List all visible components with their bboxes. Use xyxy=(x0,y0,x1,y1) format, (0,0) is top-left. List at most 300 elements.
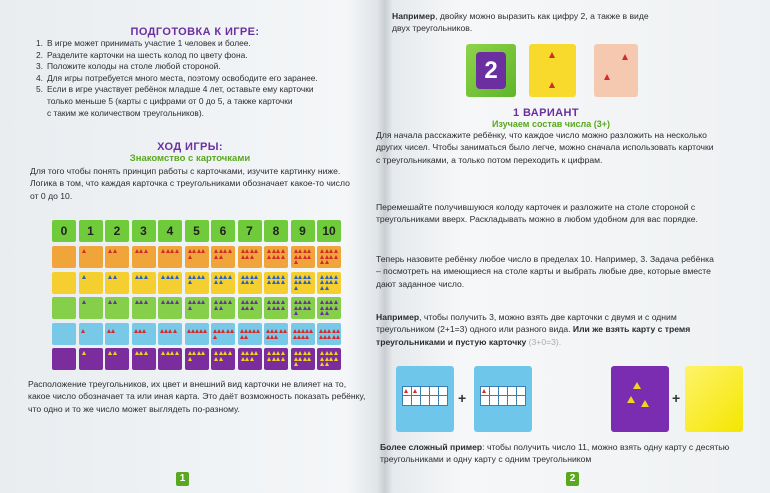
triangle-icon xyxy=(320,286,324,290)
number-row xyxy=(52,220,342,242)
prep-item-text: Разделите карточки на шесть колод по цвету фона. xyxy=(47,49,248,60)
triangle-icon xyxy=(281,255,285,259)
triangle-icon xyxy=(272,275,276,279)
triangle-icon xyxy=(320,362,324,366)
plus-sign: + xyxy=(672,390,681,406)
triangle-icon xyxy=(294,306,298,310)
triangle-icon xyxy=(108,275,112,279)
page-number: 2 xyxy=(566,472,579,486)
triangle-icon xyxy=(276,306,280,310)
triangle-icon xyxy=(334,300,338,304)
triangle-icon xyxy=(188,249,192,253)
triangle-icon xyxy=(329,249,333,253)
triangle-icon xyxy=(604,74,610,80)
triangle-icon xyxy=(82,249,86,253)
number-card: 8 xyxy=(264,220,288,242)
triangle-icon xyxy=(250,300,254,304)
prep-item xyxy=(36,50,356,62)
triangle-icon xyxy=(281,351,285,355)
triangle-icon xyxy=(281,275,285,279)
triangle-icon xyxy=(135,351,139,355)
triangle-icon xyxy=(307,300,311,304)
triangle-icon xyxy=(230,329,234,333)
triangle-icon xyxy=(219,306,223,310)
triangle-icon xyxy=(298,300,302,304)
triangle-icon xyxy=(188,255,192,259)
triangle-icon xyxy=(245,300,249,304)
triangle-icon xyxy=(276,300,280,304)
triangle-icon xyxy=(254,300,258,304)
prep-item xyxy=(36,96,356,108)
triangle-icon xyxy=(214,280,218,284)
triangle-icon xyxy=(276,357,280,361)
triangle-icon xyxy=(309,329,313,333)
triangle-icon xyxy=(272,357,276,361)
triangle-icon xyxy=(245,255,249,259)
triangle-icon xyxy=(219,275,223,279)
triangle-icon xyxy=(223,300,227,304)
triangle-icon xyxy=(166,249,170,253)
triangle-icon xyxy=(298,249,302,253)
triangle-icon xyxy=(276,275,280,279)
triangle-icon xyxy=(161,351,165,355)
triangle-icon xyxy=(334,306,338,310)
triangle-icon xyxy=(627,396,635,403)
triangle-icon xyxy=(170,275,174,279)
triangle-icon xyxy=(188,300,192,304)
triangle-icon xyxy=(325,255,329,259)
number-card: 5 xyxy=(185,220,209,242)
prep-item xyxy=(36,61,356,73)
triangle-icon xyxy=(201,275,205,279)
triangle-icon xyxy=(223,351,227,355)
triangle-icon xyxy=(219,351,223,355)
triangle-card xyxy=(238,323,262,345)
triangle-icon xyxy=(276,255,280,259)
game-title: ХОД ИГРЫ: xyxy=(157,141,223,153)
triangle-card xyxy=(211,348,235,370)
triangle-icon xyxy=(139,300,143,304)
triangle-icon xyxy=(272,255,276,259)
triangle-icon xyxy=(267,300,271,304)
triangle-icon xyxy=(192,351,196,355)
triangle-icon xyxy=(334,249,338,253)
triangle-icon xyxy=(245,351,249,355)
triangle-icon xyxy=(307,306,311,310)
triangle-icon xyxy=(175,249,179,253)
triangle-icon xyxy=(108,249,112,253)
triangle-icon xyxy=(267,351,271,355)
triangle-icon xyxy=(329,300,333,304)
triangle-icon xyxy=(144,300,148,304)
triangle-card xyxy=(185,348,209,370)
ten-frame xyxy=(402,386,448,406)
triangle-icon xyxy=(250,357,254,361)
triangle-icon xyxy=(482,389,486,393)
triangle-icon xyxy=(320,255,324,259)
triangle-icon xyxy=(305,335,309,339)
triangle-icon xyxy=(325,306,329,310)
triangle-icon xyxy=(192,300,196,304)
triangle-icon xyxy=(108,300,112,304)
number-card: 10 xyxy=(317,220,341,242)
example-text xyxy=(392,10,652,35)
p5-lead: Более сложный пример xyxy=(380,442,483,452)
triangle-icon xyxy=(320,280,324,284)
triangle-icon xyxy=(336,329,340,333)
triangle-card xyxy=(79,272,103,294)
triangle-icon xyxy=(241,249,245,253)
triangle-icon xyxy=(549,52,555,58)
prep-item-number: 3. xyxy=(36,61,43,72)
triangle-icon xyxy=(404,389,408,393)
triangle-card xyxy=(185,246,209,268)
triangle-icon xyxy=(307,249,311,253)
triangle-card-peach xyxy=(594,44,638,97)
triangle-icon xyxy=(197,249,201,253)
triangle-icon xyxy=(294,362,298,366)
triangle-card xyxy=(52,246,76,268)
triangle-icon xyxy=(142,329,146,333)
triangle-icon xyxy=(241,306,245,310)
triangle-card xyxy=(52,323,76,345)
triangle-icon xyxy=(320,351,324,355)
triangle-icon xyxy=(214,357,218,361)
triangle-icon xyxy=(219,280,223,284)
triangle-card xyxy=(185,297,209,319)
triangle-icon xyxy=(82,351,86,355)
number-card: 9 xyxy=(291,220,315,242)
triangle-card xyxy=(211,272,235,294)
triangle-card xyxy=(132,246,156,268)
triangle-icon xyxy=(192,249,196,253)
triangle-icon xyxy=(219,357,223,361)
triangle-icon xyxy=(201,300,205,304)
triangle-icon xyxy=(334,280,338,284)
paragraph-1: Для начала расскажите ребёнку, что каждое число можно разложить на несколько других чисел. Чтобы заниматься было легче, можно сначала использовать карточки с треугольниками, а только потом переходить к цифрам. xyxy=(376,130,714,165)
triangle-icon xyxy=(250,255,254,259)
triangle-icon xyxy=(303,249,307,253)
triangle-icon xyxy=(307,351,311,355)
triangle-icon xyxy=(267,357,271,361)
triangle-icon xyxy=(303,306,307,310)
prep-item-text: В игре может принимать участие 1 человек и более. xyxy=(47,38,251,48)
triangle-icon xyxy=(298,280,302,284)
triangle-icon xyxy=(139,249,143,253)
triangle-card xyxy=(132,297,156,319)
game-intro-text: Для того чтобы понять принцип работы с карточками, изучите картинку ниже. Логика в том, что каждая карточка с треугольниками обозначает какое-то число от 0 до 10. xyxy=(30,166,350,201)
triangle-icon xyxy=(241,255,245,259)
prep-item-text: Для игры потребуется много места, поэтому освободите его заранее. xyxy=(47,72,318,83)
triangle-icon xyxy=(245,249,249,253)
triangle-card xyxy=(158,348,182,370)
triangle-icon xyxy=(325,260,329,264)
p4-lead: Например xyxy=(376,312,420,322)
triangle-icon xyxy=(139,351,143,355)
triangle-card xyxy=(291,348,315,370)
triangle-icon xyxy=(267,255,271,259)
triangle-icon xyxy=(166,275,170,279)
triangle-icon xyxy=(329,306,333,310)
triangle-card xyxy=(238,272,262,294)
cards-grid xyxy=(52,220,342,373)
triangle-icon xyxy=(325,286,329,290)
triangle-icon xyxy=(303,255,307,259)
triangle-icon xyxy=(641,400,649,407)
prep-item-number: 4. xyxy=(36,72,43,83)
triangle-icon xyxy=(175,351,179,355)
triangle-icon xyxy=(294,249,298,253)
triangle-icon xyxy=(294,351,298,355)
triangle-card xyxy=(264,348,288,370)
number-card: 7 xyxy=(238,220,262,242)
triangle-icon xyxy=(170,249,174,253)
triangle-card xyxy=(105,297,129,319)
triangle-icon xyxy=(298,357,302,361)
prep-item-number: 1. xyxy=(36,38,43,48)
triangle-icon xyxy=(281,280,285,284)
triangle-icon xyxy=(173,329,177,333)
triangle-icon xyxy=(298,275,302,279)
triangle-icon xyxy=(325,280,329,284)
three-triangles-card xyxy=(611,366,669,432)
prep-item xyxy=(36,108,356,120)
triangle-icon xyxy=(241,280,245,284)
number-card: 3 xyxy=(132,220,156,242)
triangle-card xyxy=(79,297,103,319)
triangle-icon xyxy=(113,351,117,355)
triangle-row xyxy=(52,246,342,268)
triangle-card xyxy=(291,272,315,294)
prep-item-text: с таким же количеством треугольников). xyxy=(47,107,204,118)
triangle-icon xyxy=(294,311,298,315)
triangle-card xyxy=(158,323,182,345)
triangle-icon xyxy=(113,300,117,304)
triangle-card xyxy=(52,272,76,294)
triangle-icon xyxy=(197,275,201,279)
number-card: 2 xyxy=(105,220,129,242)
triangle-row xyxy=(52,348,342,370)
triangle-icon xyxy=(307,255,311,259)
triangle-icon xyxy=(283,329,287,333)
triangle-card xyxy=(79,348,103,370)
triangle-icon xyxy=(144,249,148,253)
triangle-icon xyxy=(82,300,86,304)
triangle-icon xyxy=(325,275,329,279)
triangle-icon xyxy=(219,300,223,304)
number-card: 4 xyxy=(158,220,182,242)
triangle-icon xyxy=(267,249,271,253)
triangle-icon xyxy=(329,275,333,279)
example-lead: Например xyxy=(392,11,436,21)
triangle-card xyxy=(291,246,315,268)
triangle-icon xyxy=(111,329,115,333)
triangle-icon xyxy=(549,82,555,88)
triangle-icon xyxy=(303,357,307,361)
triangle-card xyxy=(264,246,288,268)
triangle-icon xyxy=(272,280,276,284)
variant-subtitle: Изучаем состав числа (3+) xyxy=(491,119,611,129)
triangle-icon xyxy=(320,357,324,361)
prep-item-text: Положите колоды на столе любой стороной. xyxy=(47,61,221,72)
triangle-icon xyxy=(82,275,86,279)
triangle-icon xyxy=(214,249,218,253)
triangle-icon xyxy=(144,275,148,279)
plus-sign: + xyxy=(458,390,467,406)
triangle-icon xyxy=(274,335,278,339)
triangle-icon xyxy=(281,306,285,310)
triangle-icon xyxy=(325,300,329,304)
triangle-icon xyxy=(245,306,249,310)
triangle-icon xyxy=(135,275,139,279)
triangle-card xyxy=(291,297,315,319)
prep-item xyxy=(36,84,356,96)
triangle-card xyxy=(132,272,156,294)
triangle-icon xyxy=(166,300,170,304)
triangle-icon xyxy=(228,249,232,253)
triangle-icon xyxy=(276,351,280,355)
prep-item-number: 5. xyxy=(36,84,43,95)
triangle-icon xyxy=(113,249,117,253)
triangle-icon xyxy=(320,311,324,315)
triangle-icon xyxy=(170,351,174,355)
triangle-icon xyxy=(175,300,179,304)
triangle-icon xyxy=(214,351,218,355)
triangle-card xyxy=(52,297,76,319)
triangle-card xyxy=(317,272,341,294)
triangle-icon xyxy=(303,280,307,284)
triangle-icon xyxy=(267,306,271,310)
triangle-icon xyxy=(254,275,258,279)
triangle-icon xyxy=(166,351,170,355)
p4-body: , чтобы получить 3, можно взять две карточки с двумя и с одним треугольником (2+1=3) одного или разного вида. xyxy=(376,312,677,335)
p5-body: : чтобы получить число 11, можно взять одну карту с десятью треугольниками и одну карту с одним треугольником xyxy=(380,442,730,465)
triangle-icon xyxy=(325,351,329,355)
triangle-icon xyxy=(633,382,641,389)
triangle-icon xyxy=(228,300,232,304)
triangle-icon xyxy=(175,275,179,279)
triangle-icon xyxy=(298,306,302,310)
triangle-icon xyxy=(329,351,333,355)
triangle-icon xyxy=(241,357,245,361)
triangle-card xyxy=(238,246,262,268)
triangle-icon xyxy=(334,275,338,279)
triangle-icon xyxy=(188,306,192,310)
p4-faint: (3+0=3). xyxy=(526,336,562,347)
triangle-icon xyxy=(214,306,218,310)
triangle-card xyxy=(132,323,156,345)
triangle-icon xyxy=(276,249,280,253)
left-page xyxy=(0,0,384,493)
triangle-icon xyxy=(161,249,165,253)
triangle-icon xyxy=(214,255,218,259)
triangle-icon xyxy=(298,351,302,355)
ten-frame xyxy=(480,386,526,406)
prep-item xyxy=(36,73,356,85)
triangle-card xyxy=(238,348,262,370)
triangle-icon xyxy=(244,335,248,339)
triangle-card xyxy=(185,323,209,345)
triangle-icon xyxy=(214,300,218,304)
triangle-icon xyxy=(267,275,271,279)
triangle-icon xyxy=(245,280,249,284)
triangle-card xyxy=(211,246,235,268)
triangle-icon xyxy=(241,300,245,304)
triangle-card xyxy=(264,323,288,345)
triangle-card xyxy=(317,323,341,345)
triangle-icon xyxy=(170,300,174,304)
triangle-icon xyxy=(325,249,329,253)
triangle-icon xyxy=(135,300,139,304)
triangle-icon xyxy=(307,280,311,284)
triangle-icon xyxy=(272,351,276,355)
triangle-card xyxy=(317,348,341,370)
triangle-icon xyxy=(139,275,143,279)
paragraph-4 xyxy=(376,311,716,348)
triangle-icon xyxy=(320,249,324,253)
triangle-icon xyxy=(320,300,324,304)
triangle-icon xyxy=(272,300,276,304)
triangle-icon xyxy=(329,280,333,284)
triangle-icon xyxy=(188,351,192,355)
triangle-icon xyxy=(281,249,285,253)
right-page xyxy=(376,0,770,493)
triangle-card xyxy=(105,246,129,268)
triangle-icon xyxy=(294,255,298,259)
triangle-icon xyxy=(188,275,192,279)
triangle-card xyxy=(105,272,129,294)
triangle-icon xyxy=(329,357,333,361)
triangle-row xyxy=(52,323,342,345)
triangle-icon xyxy=(188,357,192,361)
triangle-icon xyxy=(197,300,201,304)
prep-list xyxy=(36,38,356,119)
number-card: 0 xyxy=(52,220,76,242)
triangle-icon xyxy=(144,351,148,355)
triangle-card xyxy=(105,348,129,370)
left-bottom-text: Расположение треугольников, их цвет и внешний вид карточки не влияет на то, какое число обозначает та или иная карта. Это даёт возможность показать ребёнку, что одно и то же число может выглядеть по-разному. xyxy=(28,379,366,414)
prep-item-text: только меньше 5 (карты с цифрами от 0 до 5, а также карточки xyxy=(47,95,293,106)
paragraph-2: Перемешайте получившуюся колоду карточек и разложите на столе стороной с треугольниками вверх. Раскладывать можно в любом удобном для вас порядке. xyxy=(376,202,698,225)
triangle-icon xyxy=(113,275,117,279)
triangle-icon xyxy=(256,329,260,333)
triangle-icon xyxy=(250,306,254,310)
paragraph-5 xyxy=(380,441,740,466)
triangle-icon xyxy=(294,280,298,284)
triangle-icon xyxy=(272,306,276,310)
number-card: 6 xyxy=(211,220,235,242)
triangle-icon xyxy=(250,280,254,284)
triangle-card xyxy=(158,246,182,268)
triangle-card xyxy=(79,246,103,268)
triangle-icon xyxy=(334,255,338,259)
triangle-icon xyxy=(254,249,258,253)
triangle-icon xyxy=(272,249,276,253)
triangle-icon xyxy=(241,275,245,279)
paragraph-3: Теперь назовите ребёнку любое число в пределах 10. Например, 3. Задача ребёнка – посмотреть на имеющиеся на столе карты и выбрать любые две, которые вместе дают заданное число. xyxy=(376,254,714,289)
triangle-icon xyxy=(320,275,324,279)
triangle-icon xyxy=(188,280,192,284)
triangle-icon xyxy=(325,362,329,366)
triangle-card xyxy=(158,297,182,319)
triangle-icon xyxy=(214,275,218,279)
triangle-icon xyxy=(108,351,112,355)
triangle-card xyxy=(105,323,129,345)
triangle-icon xyxy=(81,329,85,333)
triangle-icon xyxy=(197,351,201,355)
triangle-icon xyxy=(334,351,338,355)
triangle-icon xyxy=(250,275,254,279)
